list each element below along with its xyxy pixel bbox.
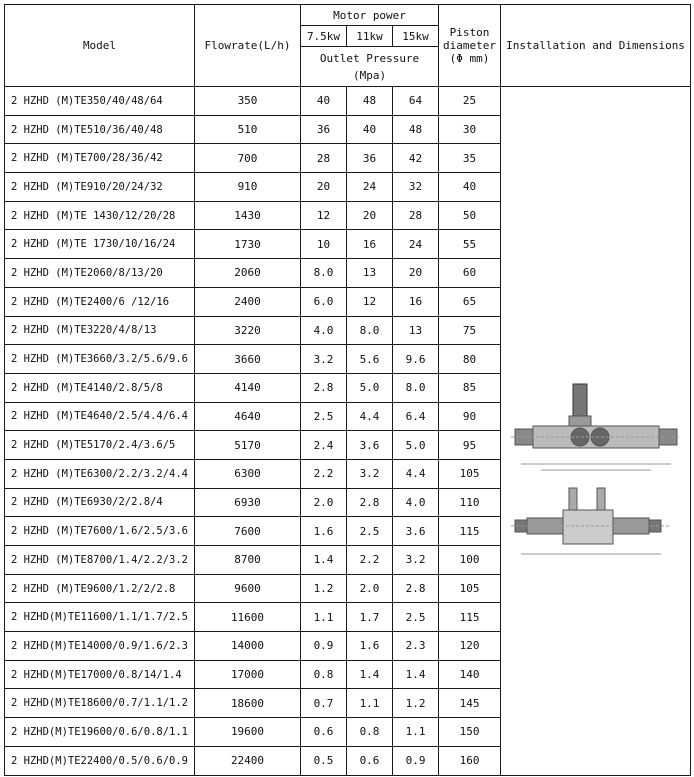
pressure-15kw-cell: 13: [393, 316, 439, 345]
model-cell: 2 HZHD (M)TE 1430/12/20/28: [5, 201, 195, 230]
flowrate-cell: 1730: [195, 230, 301, 259]
pressure-7-5kw-cell: 36: [301, 115, 347, 144]
piston-line-3: (Φ mm): [449, 52, 490, 65]
pressure-7-5kw-cell: 8.0: [301, 259, 347, 288]
model-cell: 2 HZHD (M)TE2400/6 /12/16: [5, 287, 195, 316]
flowrate-cell: 18600: [195, 689, 301, 718]
piston-diameter-cell: 105: [439, 574, 501, 603]
piston-diameter-cell: 85: [439, 373, 501, 402]
flowrate-cell: 22400: [195, 746, 301, 775]
pressure-11kw-cell: 0.8: [347, 718, 393, 747]
pressure-7-5kw-cell: 12: [301, 201, 347, 230]
pressure-7-5kw-cell: 40: [301, 87, 347, 116]
model-cell: 2 HZHD (M)TE 1730/10/16/24: [5, 230, 195, 259]
pressure-7-5kw-cell: 2.0: [301, 488, 347, 517]
pressure-11kw-cell: 3.6: [347, 431, 393, 460]
pressure-15kw-cell: 2.3: [393, 632, 439, 661]
header-flowrate: Flowrate(L/h): [195, 5, 301, 87]
model-cell: 2 HZHD (M)TE7600/1.6/2.5/3.6: [5, 517, 195, 546]
pump-drawing: [511, 376, 681, 566]
header-outlet-pressure: [301, 47, 439, 87]
pressure-15kw-cell: 4.4: [393, 459, 439, 488]
flowrate-cell: 8700: [195, 546, 301, 575]
outlet-line-1: Outlet Pressure: [319, 51, 420, 65]
pressure-7-5kw-cell: 2.4: [301, 431, 347, 460]
pressure-7-5kw-cell: 28: [301, 144, 347, 173]
header-piston-diameter: [439, 5, 501, 87]
piston-line-1: Piston: [449, 26, 490, 39]
pressure-11kw-cell: 40: [347, 115, 393, 144]
piston-line-2: diameter: [443, 39, 497, 52]
header-model: Model: [5, 5, 195, 87]
pressure-7-5kw-cell: 0.7: [301, 689, 347, 718]
pressure-15kw-cell: 28: [393, 201, 439, 230]
model-cell: 2 HZHD (M)TE6300/2.2/3.2/4.4: [5, 459, 195, 488]
pressure-15kw-cell: 3.2: [393, 546, 439, 575]
piston-diameter-cell: 80: [439, 345, 501, 374]
flowrate-cell: 3220: [195, 316, 301, 345]
model-cell: 2 HZHD(M)TE19600/0.6/0.8/1.1: [5, 718, 195, 747]
pressure-7-5kw-cell: 20: [301, 173, 347, 202]
pressure-11kw-cell: 12: [347, 287, 393, 316]
flowrate-cell: 4640: [195, 402, 301, 431]
header-motor-power: Motor power: [301, 5, 439, 26]
pressure-11kw-cell: 8.0: [347, 316, 393, 345]
pressure-11kw-cell: 4.4: [347, 402, 393, 431]
outlet-line-2: (Mpa): [352, 68, 387, 82]
piston-diameter-cell: 50: [439, 201, 501, 230]
pressure-11kw-cell: 2.8: [347, 488, 393, 517]
piston-diameter-cell: 115: [439, 517, 501, 546]
pressure-11kw-cell: 48: [347, 87, 393, 116]
piston-diameter-cell: 150: [439, 718, 501, 747]
model-cell: 2 HZHD (M)TE3220/4/8/13: [5, 316, 195, 345]
pressure-11kw-cell: 3.2: [347, 459, 393, 488]
pressure-11kw-cell: 13: [347, 259, 393, 288]
pressure-11kw-cell: 1.1: [347, 689, 393, 718]
flowrate-cell: 2060: [195, 259, 301, 288]
flowrate-cell: 3660: [195, 345, 301, 374]
pressure-11kw-cell: 20: [347, 201, 393, 230]
model-cell: 2 HZHD (M)TE700/28/36/42: [5, 144, 195, 173]
pressure-7-5kw-cell: 1.6: [301, 517, 347, 546]
header-power-15kw: 15kw: [393, 26, 439, 47]
pressure-15kw-cell: 2.5: [393, 603, 439, 632]
flowrate-cell: 6300: [195, 459, 301, 488]
pressure-11kw-cell: 1.7: [347, 603, 393, 632]
pressure-11kw-cell: 16: [347, 230, 393, 259]
piston-diameter-cell: 100: [439, 546, 501, 575]
piston-diameter-cell: 110: [439, 488, 501, 517]
header-power-7-5kw: 7.5kw: [301, 26, 347, 47]
pressure-15kw-cell: 5.0: [393, 431, 439, 460]
pressure-11kw-cell: 2.0: [347, 574, 393, 603]
piston-diameter-cell: 40: [439, 173, 501, 202]
piston-diameter-cell: 115: [439, 603, 501, 632]
flowrate-cell: 17000: [195, 660, 301, 689]
pressure-7-5kw-cell: 3.2: [301, 345, 347, 374]
model-cell: 2 HZHD(M)TE17000/0.8/14/1.4: [5, 660, 195, 689]
pressure-7-5kw-cell: 2.2: [301, 459, 347, 488]
pressure-11kw-cell: 1.6: [347, 632, 393, 661]
pressure-15kw-cell: 24: [393, 230, 439, 259]
pressure-7-5kw-cell: 1.1: [301, 603, 347, 632]
pressure-15kw-cell: 48: [393, 115, 439, 144]
pressure-15kw-cell: 8.0: [393, 373, 439, 402]
piston-diameter-cell: 65: [439, 287, 501, 316]
model-cell: 2 HZHD (M)TE350/40/48/64: [5, 87, 195, 116]
model-cell: 2 HZHD (M)TE3660/3.2/5.6/9.6: [5, 345, 195, 374]
pressure-15kw-cell: 9.6: [393, 345, 439, 374]
flowrate-cell: 19600: [195, 718, 301, 747]
model-cell: 2 HZHD (M)TE8700/1.4/2.2/3.2: [5, 546, 195, 575]
piston-diameter-cell: 55: [439, 230, 501, 259]
pressure-7-5kw-cell: 2.8: [301, 373, 347, 402]
piston-diameter-cell: 90: [439, 402, 501, 431]
flowrate-cell: 7600: [195, 517, 301, 546]
piston-diameter-cell: 35: [439, 144, 501, 173]
pressure-15kw-cell: 1.4: [393, 660, 439, 689]
pressure-7-5kw-cell: 0.5: [301, 746, 347, 775]
pump-spec-table: [4, 4, 691, 776]
pressure-7-5kw-cell: 1.4: [301, 546, 347, 575]
flowrate-cell: 9600: [195, 574, 301, 603]
flowrate-cell: 910: [195, 173, 301, 202]
pressure-7-5kw-cell: 10: [301, 230, 347, 259]
piston-diameter-cell: 30: [439, 115, 501, 144]
model-cell: 2 HZHD(M)TE11600/1.1/1.7/2.5: [5, 603, 195, 632]
pressure-7-5kw-cell: 6.0: [301, 287, 347, 316]
flowrate-cell: 1430: [195, 201, 301, 230]
piston-diameter-cell: 120: [439, 632, 501, 661]
piston-diameter-cell: 75: [439, 316, 501, 345]
model-cell: 2 HZHD (M)TE910/20/24/32: [5, 173, 195, 202]
pressure-11kw-cell: 5.0: [347, 373, 393, 402]
model-cell: 2 HZHD(M)TE22400/0.5/0.6/0.9: [5, 746, 195, 775]
flowrate-cell: 2400: [195, 287, 301, 316]
model-cell: 2 HZHD (M)TE6930/2/2.8/4: [5, 488, 195, 517]
piston-diameter-cell: 95: [439, 431, 501, 460]
pressure-15kw-cell: 1.2: [393, 689, 439, 718]
flowrate-cell: 4140: [195, 373, 301, 402]
pressure-7-5kw-cell: 1.2: [301, 574, 347, 603]
header-installation: Installation and Dimensions: [501, 5, 691, 87]
pump-dimension-drawing-icon: [511, 376, 681, 566]
pressure-15kw-cell: 0.9: [393, 746, 439, 775]
installation-drawing-cell: [501, 87, 691, 776]
pressure-7-5kw-cell: 2.5: [301, 402, 347, 431]
flowrate-cell: 700: [195, 144, 301, 173]
flowrate-cell: 350: [195, 87, 301, 116]
pressure-15kw-cell: 1.1: [393, 718, 439, 747]
pressure-15kw-cell: 32: [393, 173, 439, 202]
pressure-7-5kw-cell: 0.9: [301, 632, 347, 661]
flowrate-cell: 11600: [195, 603, 301, 632]
piston-diameter-cell: 145: [439, 689, 501, 718]
flowrate-cell: 510: [195, 115, 301, 144]
piston-diameter-cell: 25: [439, 87, 501, 116]
flowrate-cell: 5170: [195, 431, 301, 460]
pressure-11kw-cell: 1.4: [347, 660, 393, 689]
piston-diameter-cell: 140: [439, 660, 501, 689]
piston-diameter-cell: 160: [439, 746, 501, 775]
piston-diameter-cell: 60: [439, 259, 501, 288]
pressure-15kw-cell: 16: [393, 287, 439, 316]
model-cell: 2 HZHD (M)TE5170/2.4/3.6/5: [5, 431, 195, 460]
model-cell: 2 HZHD (M)TE510/36/40/48: [5, 115, 195, 144]
model-cell: 2 HZHD(M)TE14000/0.9/1.6/2.3: [5, 632, 195, 661]
pressure-7-5kw-cell: 0.8: [301, 660, 347, 689]
model-cell: 2 HZHD (M)TE9600/1.2/2/2.8: [5, 574, 195, 603]
flowrate-cell: 6930: [195, 488, 301, 517]
flowrate-cell: 14000: [195, 632, 301, 661]
pressure-11kw-cell: 2.2: [347, 546, 393, 575]
pressure-15kw-cell: 4.0: [393, 488, 439, 517]
pressure-15kw-cell: 64: [393, 87, 439, 116]
piston-diameter-cell: 105: [439, 459, 501, 488]
table-row: [5, 87, 691, 116]
pressure-15kw-cell: 3.6: [393, 517, 439, 546]
pressure-11kw-cell: 5.6: [347, 345, 393, 374]
pressure-11kw-cell: 0.6: [347, 746, 393, 775]
pressure-15kw-cell: 2.8: [393, 574, 439, 603]
model-cell: 2 HZHD(M)TE18600/0.7/1.1/1.2: [5, 689, 195, 718]
pressure-7-5kw-cell: 0.6: [301, 718, 347, 747]
pressure-11kw-cell: 36: [347, 144, 393, 173]
model-cell: 2 HZHD (M)TE4140/2.8/5/8: [5, 373, 195, 402]
pressure-15kw-cell: 6.4: [393, 402, 439, 431]
pressure-15kw-cell: 42: [393, 144, 439, 173]
header-power-11kw: 11kw: [347, 26, 393, 47]
model-cell: 2 HZHD (M)TE2060/8/13/20: [5, 259, 195, 288]
pressure-15kw-cell: 20: [393, 259, 439, 288]
pressure-11kw-cell: 24: [347, 173, 393, 202]
model-cell: 2 HZHD (M)TE4640/2.5/4.4/6.4: [5, 402, 195, 431]
pressure-11kw-cell: 2.5: [347, 517, 393, 546]
pressure-7-5kw-cell: 4.0: [301, 316, 347, 345]
